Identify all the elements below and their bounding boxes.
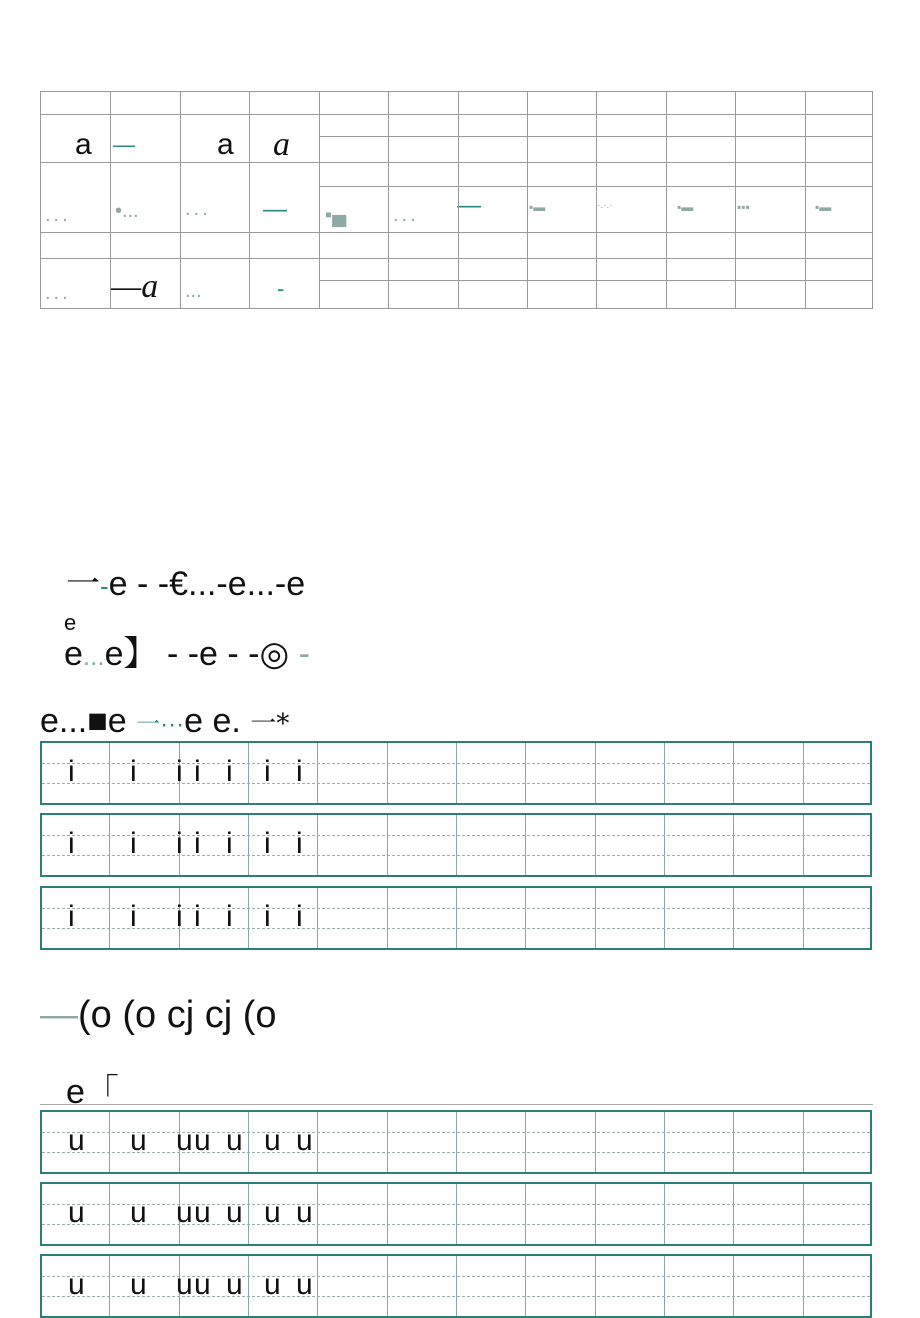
cell-r4c7: — [457,192,481,219]
top-table-col-line [527,92,528,308]
text-line-1 [66,556,305,605]
grid-col-line [248,743,249,803]
practice_i-letter: i [296,827,303,860]
text-line-5: e「 [66,1073,119,1111]
cell-r6c4: - [277,276,285,301]
line4-text: (o (o cj cj (o [78,994,277,1036]
practice_u-letter: u [296,1124,313,1157]
grid-col-line [525,1112,526,1172]
top-table-col-line [388,92,389,308]
grid-col-line [456,743,457,803]
grid-col-line [595,1112,596,1172]
cell-r4c12: ▪▬ [815,200,832,214]
grid-col-line [664,888,665,948]
text-line-3 [40,702,289,741]
practice_u-row-3 [40,1254,872,1318]
practice_i-row-1 [40,741,872,805]
grid-col-line [595,743,596,803]
text-line-2 [64,626,310,675]
practice_u-letter: u [264,1268,281,1301]
top-table [40,91,873,309]
grid-col-line [248,1184,249,1244]
practice_i-letter: i [264,900,271,933]
grid-col-line [595,1256,596,1316]
grid-col-line [733,1112,734,1172]
practice_u-letter: u [68,1268,85,1301]
line2-stack: e [64,610,77,635]
grid-col-line [317,1112,318,1172]
grid-col-line [803,1184,804,1244]
grid-col-line [733,888,734,948]
grid-col-line [317,888,318,948]
grid-col-line [803,888,804,948]
top-table-row-line [319,280,872,281]
line4-dash: — [40,994,78,1036]
practice_i-row-2 [40,813,872,877]
grid-col-line [733,743,734,803]
practice_u-letter: u [264,1196,281,1229]
grid-col-line [109,815,110,875]
top-table-row-line [41,162,872,163]
top-table-row-line [319,136,872,137]
grid-col-line [525,1256,526,1316]
practice_u-letter: u [130,1268,147,1301]
grid-col-line [387,1184,388,1244]
practice_u-letter: u [68,1196,85,1229]
grid-col-line [664,1112,665,1172]
line2-dash-teal: - [289,635,310,673]
practice_i-letter: i [130,900,137,933]
practice_i-letter: i [194,827,201,860]
top-table-row-line [319,186,872,187]
practice_i-letter: i [226,755,233,788]
top-table-col-line [249,92,250,308]
grid-col-line [595,815,596,875]
grid-col-line [733,1256,734,1316]
cell-r4c9: ·.·.· [597,200,613,211]
practice_i-letter: i [68,755,75,788]
practice_u-letter: u [68,1124,85,1157]
grid-col-line [387,1256,388,1316]
line2-text: e [64,635,83,673]
cell-r2c1: a [75,128,92,161]
grid-col-line [803,1112,804,1172]
grid-col-line [664,1184,665,1244]
grid-col-line [456,1256,457,1316]
grid-col-line [525,743,526,803]
grid-col-line [733,1184,734,1244]
grid-col-line [317,815,318,875]
practice_i-letter: i [296,755,303,788]
practice_u-letter: u [130,1124,147,1157]
line2-text2: e】 [104,635,158,673]
grid-guide-line [42,1204,870,1205]
practice_i-letter: i [130,755,137,788]
grid-col-line [248,1112,249,1172]
practice_u-letter: u [130,1196,147,1229]
grid-col-line [595,888,596,948]
practice_i-letter: i [226,900,233,933]
cell-r4c11: ▪▪▪ [737,200,750,214]
grid-guide-line [42,835,870,836]
grid-guide-line [42,1296,870,1297]
cell-r4c1: ... [45,204,71,226]
grid-col-line [733,815,734,875]
cell-r4c2: •... [115,200,139,222]
practice_i-letter: i [264,827,271,860]
grid-col-line [525,888,526,948]
practice_u-letter: u [296,1268,313,1301]
top-table-col-line [735,92,736,308]
top-table-col-line [666,92,667,308]
practice_u-letter: u [194,1268,211,1301]
line3-text2: e e. [184,702,241,740]
practice_i-letter: i [68,900,75,933]
grid-col-line [109,1256,110,1316]
top-table-col-line [319,92,320,308]
grid-col-line [456,1112,457,1172]
cell-r4c8: ▪▬ [529,200,546,214]
grid-col-line [387,815,388,875]
practice_u-letter: u [226,1124,243,1157]
practice_u-letter: u [176,1124,193,1157]
grid-col-line [595,1184,596,1244]
cell-r2c2: — [113,132,135,157]
line2-dots: ... [82,641,105,671]
top-table-col-line [805,92,806,308]
grid-col-line [387,1112,388,1172]
practice_u-letter: u [264,1124,281,1157]
line1-dash-teal: - [100,571,109,601]
practice_i-letter: i [176,755,183,788]
practice_u-letter: u [226,1268,243,1301]
cell-r4c10: ▪▬ [677,200,694,214]
grid-col-line [525,815,526,875]
grid-col-line [664,815,665,875]
practice_u-row-2 [40,1182,872,1246]
grid-guide-line [42,928,870,929]
grid-guide-line [42,1152,870,1153]
top-table-col-line [458,92,459,308]
cell-r2c3: a [217,128,234,161]
grid-col-line [248,888,249,948]
text-line-4 [40,994,276,1037]
cell-r6c1: ... [45,282,71,304]
practice_u-letter: u [176,1196,193,1229]
cell-r6c3: ... [185,280,202,302]
grid-col-line [317,743,318,803]
practice_i-letter: i [226,827,233,860]
top-table-col-line [180,92,181,308]
line3-teal: 一··· [136,711,185,738]
line2-text3: - -e - -◎ [166,635,290,673]
grid-guide-line [42,1224,870,1225]
practice_i-letter: i [68,827,75,860]
grid-col-line [109,1112,110,1172]
grid-col-line [525,1184,526,1244]
grid-col-line [109,743,110,803]
grid-col-line [803,1256,804,1316]
cell-r4c3: ... [185,198,211,220]
top-table-col-line [596,92,597,308]
grid-col-line [664,1256,665,1316]
grid-guide-line [42,1132,870,1133]
cell-r4c5: ▪▄ [325,204,347,226]
practice_i-letter: i [194,900,201,933]
line3-tail: 一* [250,709,290,739]
grid-col-line [317,1256,318,1316]
grid-col-line [387,888,388,948]
line1-dash: 一 [66,565,100,603]
grid-col-line [248,815,249,875]
grid-col-line [456,888,457,948]
grid-col-line [317,1184,318,1244]
practice_u-letter: u [194,1196,211,1229]
grid-guide-line [42,908,870,909]
top-table-row-line [41,258,872,259]
grid-guide-line [42,763,870,764]
top-table-row-line [41,232,872,233]
grid-guide-line [42,783,870,784]
cell-r4c6: ... [393,204,419,226]
practice_u-letter: u [226,1196,243,1229]
grid-col-line [248,1256,249,1316]
grid-col-line [387,743,388,803]
practice_i-letter: i [130,827,137,860]
grid-col-line [109,1184,110,1244]
practice_i-letter: i [264,755,271,788]
practice_u-letter: u [296,1196,313,1229]
practice_i-row-3 [40,886,872,950]
line1-text: e - -€...-e...-e [108,565,306,603]
grid-guide-line [42,855,870,856]
grid-col-line [803,815,804,875]
practice_u-letter: u [194,1124,211,1157]
practice_i-letter: i [296,900,303,933]
practice_i-letter: i [176,900,183,933]
grid-col-line [803,743,804,803]
practice_i-letter: i [194,755,201,788]
grid-col-line [456,1184,457,1244]
grid-col-line [664,743,665,803]
separator-line [40,1104,873,1105]
grid-guide-line [42,1276,870,1277]
grid-col-line [109,888,110,948]
practice_i-letter: i [176,827,183,860]
practice_u-letter: u [176,1268,193,1301]
line3-text: e...■e [40,702,127,740]
top-table-col-line [110,92,111,308]
cell-r4c4: — [263,196,287,223]
cell-r6c2: —a [111,268,159,305]
practice_u-row-1 [40,1110,872,1174]
top-table-row-line [41,114,872,115]
cell-r2c4: a [273,126,290,163]
grid-col-line [456,815,457,875]
